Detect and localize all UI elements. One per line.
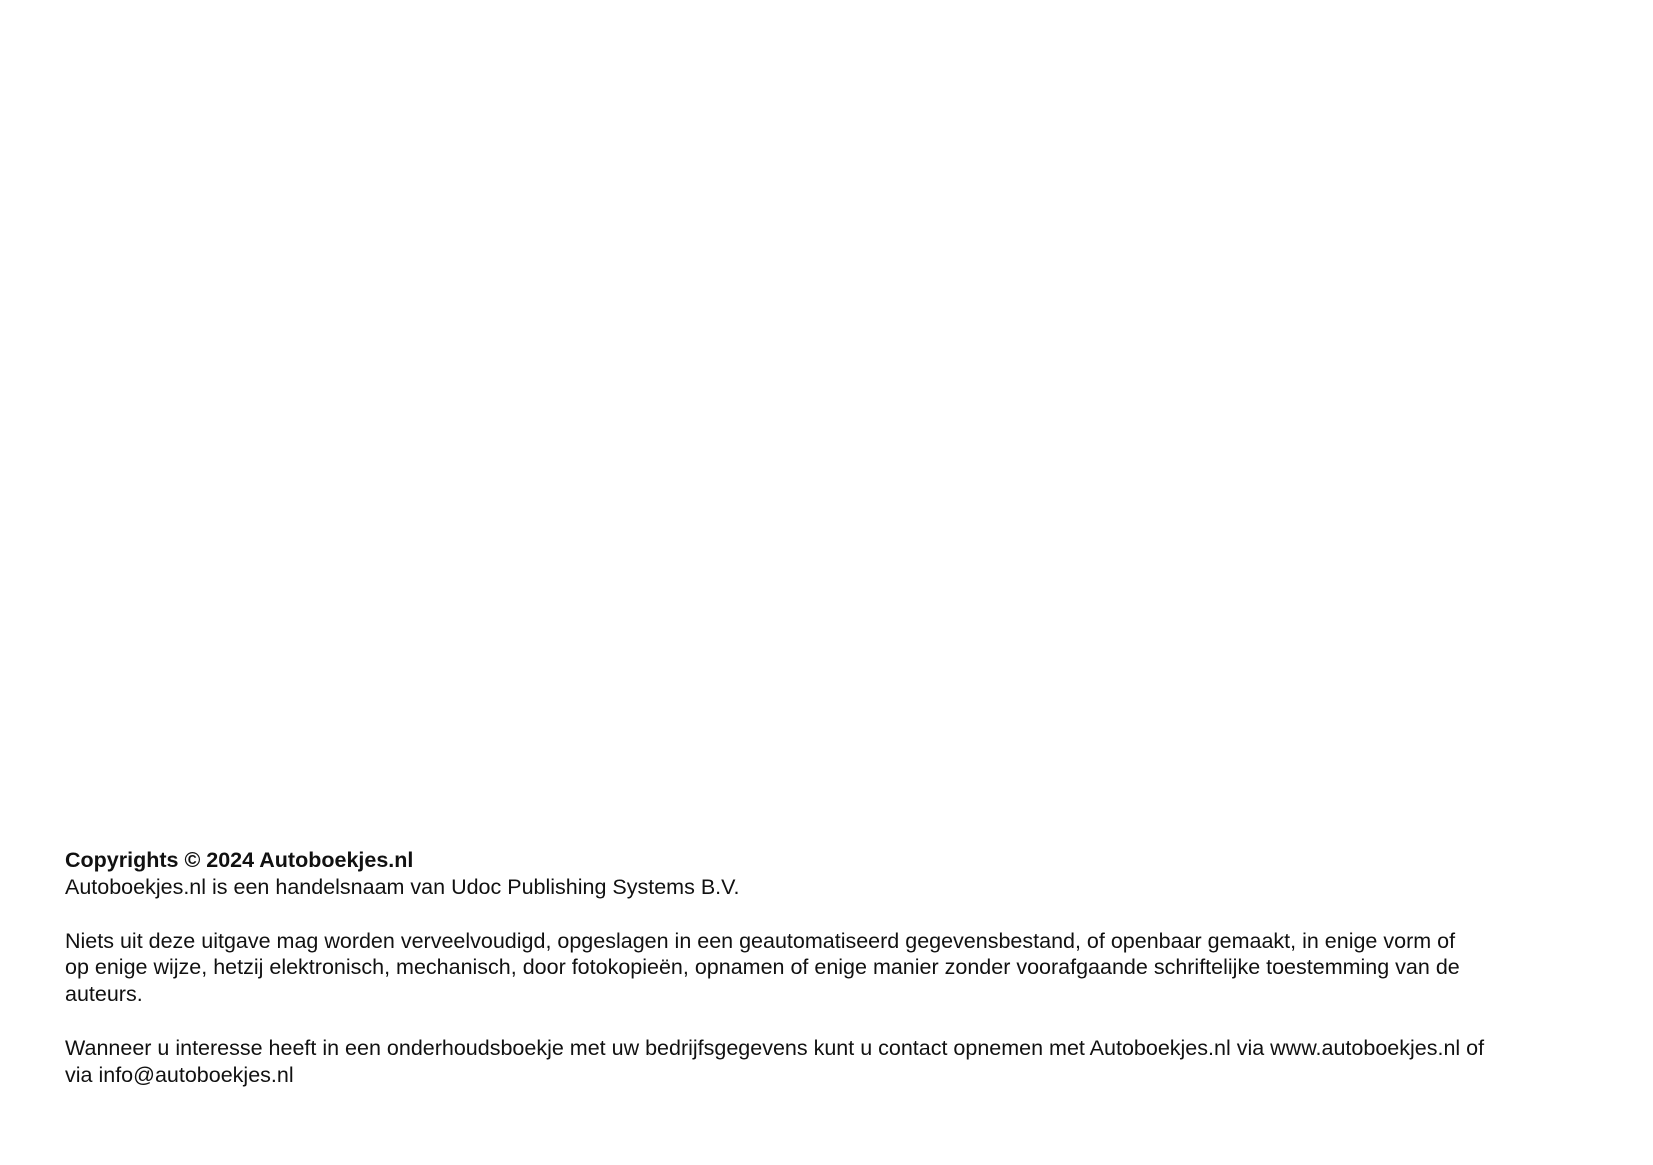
tradename-notice: Autoboekjes.nl is een handelsnaam van Udoc Publishing Systems B.V.	[65, 874, 740, 899]
rights-line: auteurs.	[65, 982, 143, 1007]
colophon-block	[65, 847, 1565, 1089]
rights-line: op enige wijze, hetzij elektronisch, mechanisch, door fotokopieën, opnamen of enige manier zonder voorafgaande schriftelijke toestemming van de	[65, 955, 1460, 980]
rights-line: Niets uit deze uitgave mag worden verveelvoudigd, opgeslagen in een geautomatiseerd gegevensbestand, of openbaar gemaakt, in enige vorm of	[65, 928, 1456, 953]
rights-paragraph	[65, 928, 1565, 1008]
paragraph-spacer	[65, 901, 1565, 928]
paragraph-spacer	[65, 1008, 1565, 1035]
contact-line: Wanneer u interesse heeft in een onderhoudsboekje met uw bedrijfsgegevens kunt u contact opnemen met Autoboekjes.nl via www.autoboekjes.nl of	[65, 1035, 1485, 1060]
copyright-notice: Copyrights © 2024 Autoboekjes.nl	[65, 848, 414, 872]
contact-line: via info@autoboekjes.nl	[65, 1062, 294, 1087]
contact-paragraph	[65, 1035, 1565, 1089]
